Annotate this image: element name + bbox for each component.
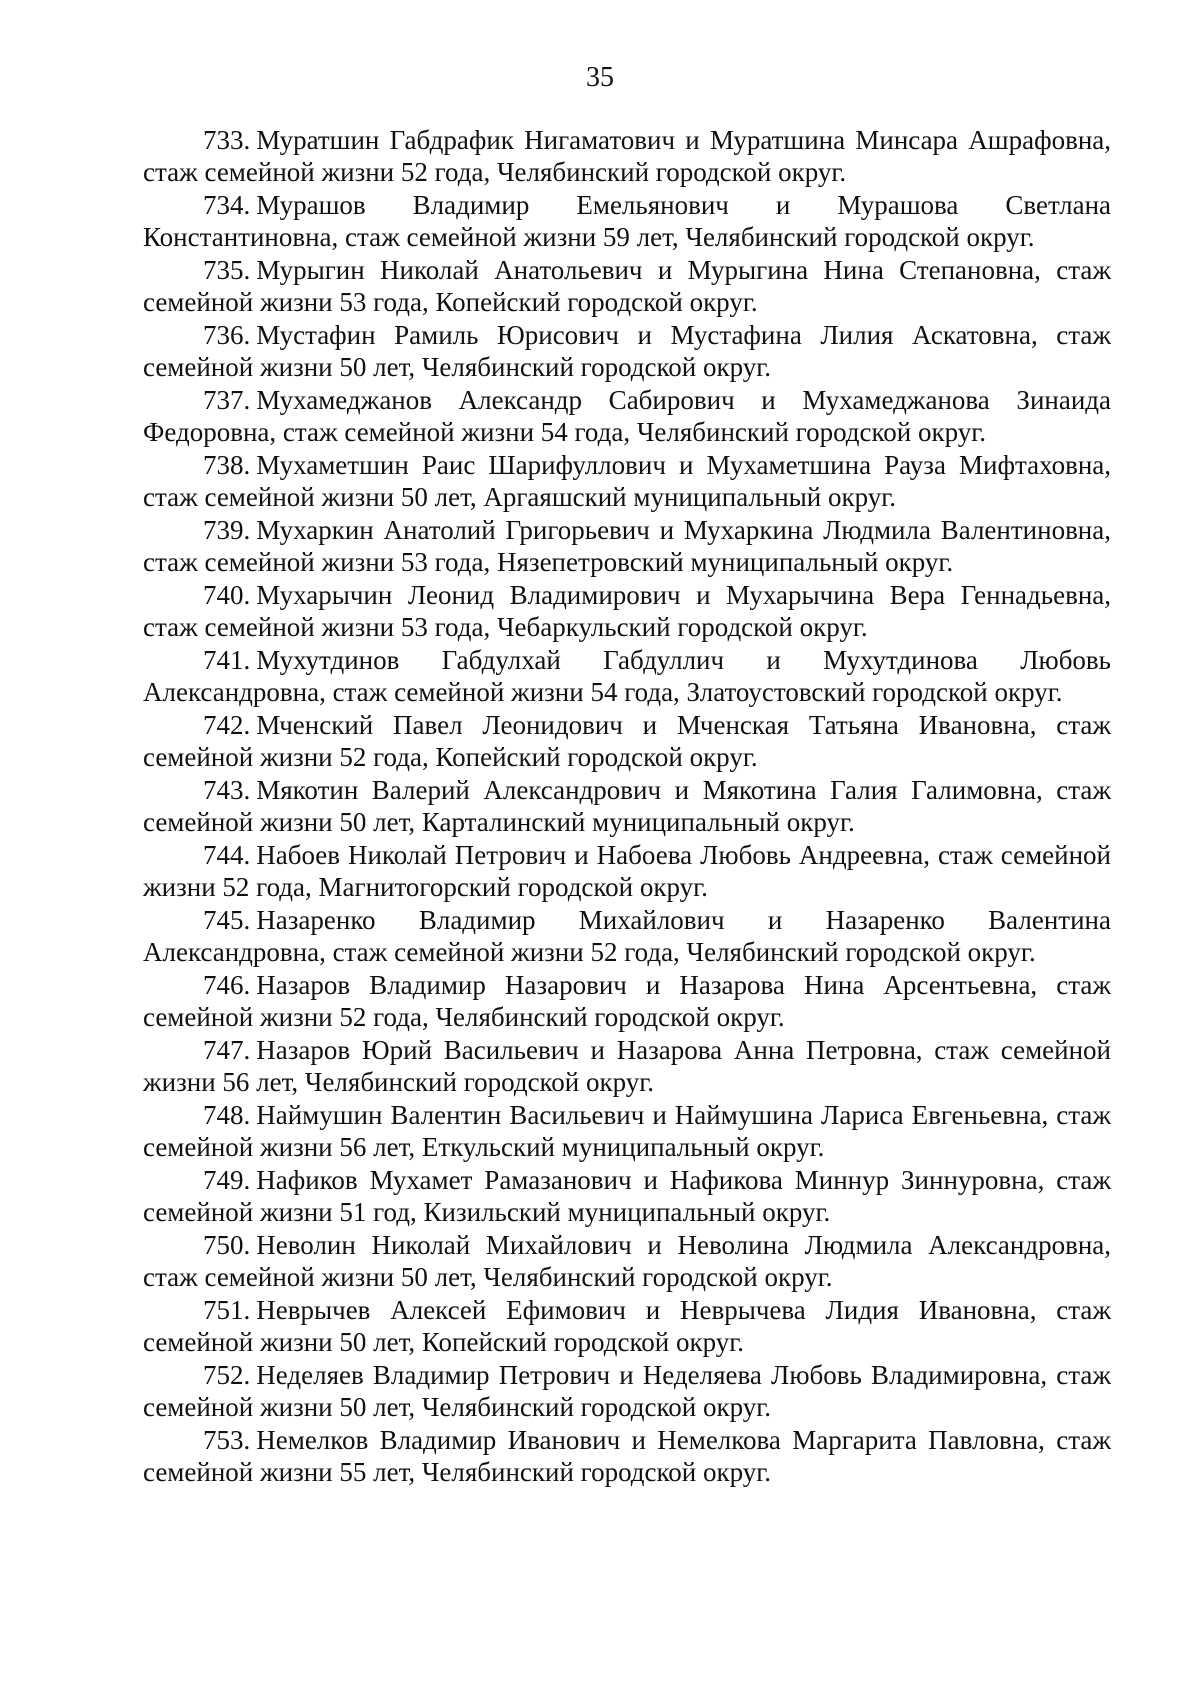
item-text: Муратшин Габдрафик Нигаматович и Муратшина Минсара Ашрафовна, стаж семейной жизни 52 года, Челябинский городской округ. [143, 125, 1111, 187]
item-number: 739. [203, 515, 251, 545]
item-text: Назаров Юрий Васильевич и Назарова Анна Петровна, стаж семейной жизни 56 лет, Челябинский городской округ. [143, 1035, 1111, 1097]
list-item [143, 774, 1111, 838]
list-item [143, 644, 1111, 708]
document-body [143, 124, 1111, 1489]
item-text: Мурыгин Николай Анатольевич и Мурыгина Нина Степановна, стаж семейной жизни 53 года, Копейский городской округ. [143, 255, 1111, 317]
list-item [143, 969, 1111, 1033]
item-number: 749. [203, 1165, 251, 1195]
list-item [143, 384, 1111, 448]
item-number: 743. [203, 775, 251, 805]
item-text: Мурашов Владимир Емельянович и Мурашова Светлана Константиновна, стаж семейной жизни 59 лет, Челябинский городской округ. [143, 190, 1111, 252]
list-item [143, 1294, 1111, 1358]
list-item [143, 839, 1111, 903]
item-number: 742. [203, 710, 251, 740]
item-number: 738. [203, 450, 251, 480]
item-text: Наймушин Валентин Васильевич и Наймушина Лариса Евгеньевна, стаж семейной жизни 56 лет, Еткульский муниципальный округ. [143, 1100, 1111, 1162]
list-item [143, 1359, 1111, 1423]
list-item [143, 1099, 1111, 1163]
item-number: 735. [203, 255, 251, 285]
list-item [143, 449, 1111, 513]
list-item [143, 579, 1111, 643]
list-item [143, 189, 1111, 253]
item-number: 740. [203, 580, 251, 610]
item-text: Мухарычин Леонид Владимирович и Мухарычина Вера Геннадьевна, стаж семейной жизни 53 года, Чебаркульский городской округ. [143, 580, 1111, 642]
list-item [143, 709, 1111, 773]
item-number: 736. [203, 320, 251, 350]
item-number: 747. [203, 1035, 251, 1065]
page-number: 35 [586, 62, 614, 93]
item-text: Набоев Николай Петрович и Набоева Любовь Андреевна, стаж семейной жизни 52 года, Магнитогорский городской округ. [143, 840, 1111, 902]
item-text: Назаров Владимир Назарович и Назарова Нина Арсентьевна, стаж семейной жизни 52 года, Челябинский городской округ. [143, 970, 1111, 1032]
list-item [143, 1164, 1111, 1228]
item-number: 734. [203, 190, 251, 220]
list-item [143, 319, 1111, 383]
item-text: Нафиков Мухамет Рамазанович и Нафикова Миннур Зиннуровна, стаж семейной жизни 51 год, Кизильский муниципальный округ. [143, 1165, 1111, 1227]
item-text: Неврычев Алексей Ефимович и Неврычева Лидия Ивановна, стаж семейной жизни 50 лет, Копейский городской округ. [143, 1295, 1111, 1357]
item-number: 745. [203, 905, 251, 935]
item-text: Мченский Павел Леонидович и Мченская Татьяна Ивановна, стаж семейной жизни 52 года, Копейский городской округ. [143, 710, 1111, 772]
item-text: Мухамеджанов Александр Сабирович и Мухамеджанова Зинаида Федоровна, стаж семейной жизни 54 года, Челябинский городской округ. [143, 385, 1111, 447]
item-text: Назаренко Владимир Михайлович и Назаренко Валентина Александровна, стаж семейной жизни 52 года, Челябинский городской округ. [143, 905, 1111, 967]
item-number: 753. [203, 1425, 251, 1455]
item-text: Неделяев Владимир Петрович и Неделяева Любовь Владимировна, стаж семейной жизни 50 лет, Челябинский городской округ. [143, 1360, 1111, 1422]
item-text: Немелков Владимир Иванович и Немелкова Маргарита Павловна, стаж семейной жизни 55 лет, Челябинский городской округ. [143, 1425, 1111, 1487]
list-item [143, 1229, 1111, 1293]
item-text: Мякотин Валерий Александрович и Мякотина Галия Галимовна, стаж семейной жизни 50 лет, Карталинский муниципальный округ. [143, 775, 1111, 837]
item-number: 748. [203, 1100, 251, 1130]
item-text: Неволин Николай Михайлович и Неволина Людмила Александровна, стаж семейной жизни 50 лет, Челябинский городской округ. [143, 1230, 1111, 1292]
item-text: Мухутдинов Габдулхай Габдуллич и Мухутдинова Любовь Александровна, стаж семейной жизни 54 года, Златоустовский городской округ. [143, 645, 1111, 707]
item-text: Мухаркин Анатолий Григорьевич и Мухаркина Людмила Валентиновна, стаж семейной жизни 53 года, Нязепетровский муниципальный округ. [143, 515, 1111, 577]
item-number: 746. [203, 970, 251, 1000]
list-item [143, 254, 1111, 318]
item-number: 741. [203, 645, 251, 675]
item-number: 751. [203, 1295, 251, 1325]
item-number: 750. [203, 1230, 251, 1260]
item-text: Мухаметшин Раис Шарифуллович и Мухаметшина Рауза Мифтаховна, стаж семейной жизни 50 лет, Аргаяшский муниципальный округ. [143, 450, 1111, 512]
list-item [143, 1424, 1111, 1488]
item-number: 744. [203, 840, 251, 870]
item-number: 737. [203, 385, 251, 415]
list-item [143, 1034, 1111, 1098]
list-item [143, 904, 1111, 968]
item-number: 752. [203, 1360, 251, 1390]
item-text: Мустафин Рамиль Юрисович и Мустафина Лилия Аскатовна, стаж семейной жизни 50 лет, Челябинский городской округ. [143, 320, 1111, 382]
list-item [143, 514, 1111, 578]
item-number: 733. [203, 125, 251, 155]
list-item [143, 124, 1111, 188]
